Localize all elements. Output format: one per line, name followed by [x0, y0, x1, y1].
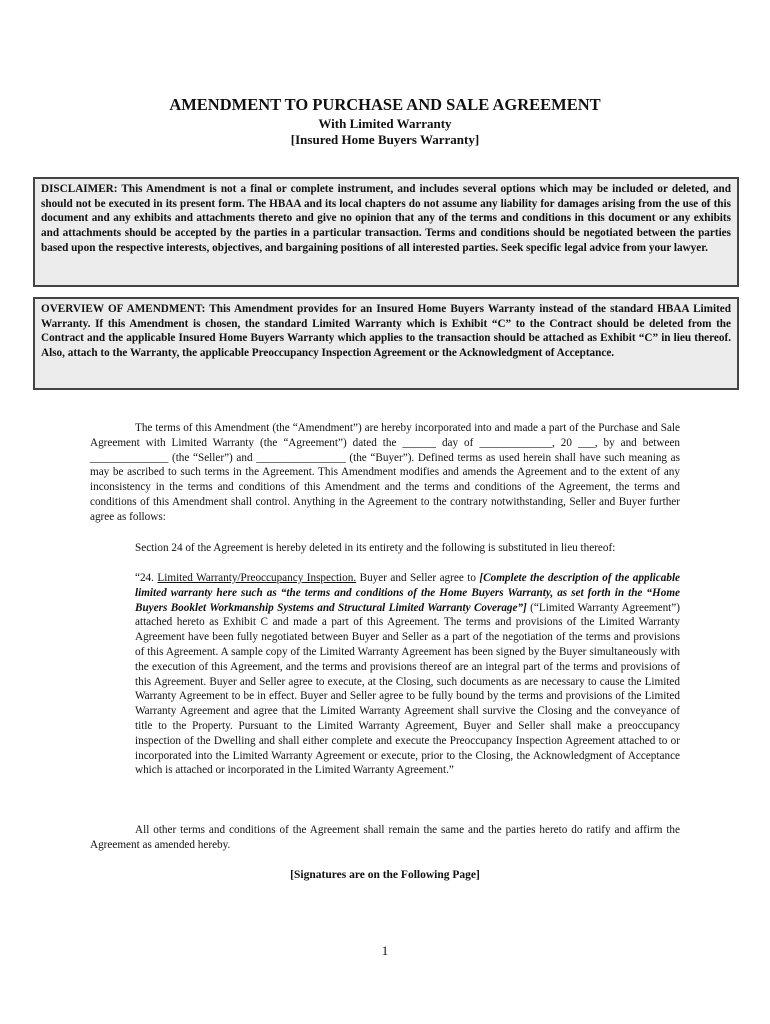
overview-text: OVERVIEW OF AMENDMENT: This Amendment provides for an Insured Home Buyers Warranty instead of the standard HBAA Limited Warranty. If this Amendment is chosen, the standard Limited Warranty which is Exhibit “C” to the Contract should be deleted from the Contract and the applicable Insured Home Buyers Warranty which applies to the transaction should be attached as Exhibit “C” in lieu thereof. Also, attach to the Warranty, the applicable Preoccupancy Inspection Agreement or the Acknowledgment of Acceptance. — [41, 303, 731, 360]
section-24-lead: “24. — [135, 572, 158, 584]
signature-note: [Signatures are on the Following Page] — [290, 869, 480, 881]
document-subtitle — [0, 116, 770, 148]
disclaimer-box — [33, 177, 739, 287]
subtitle-line-2: [Insured Home Buyers Warranty] — [290, 132, 480, 147]
section-24-heading: Limited Warranty/Preoccupancy Inspection. — [157, 572, 357, 584]
section-24-instruction: [Complete the description of the applicable limited warranty here such as “the terms and conditions of the Home Buyers Warranty, as set forth in the “Home Buyers Booklet Workmanship Systems and Structural Limited Warranty Coverage”] — [135, 572, 681, 614]
disclaimer-text: DISCLAIMER: This Amendment is not a final or complete instrument, and includes several options which may be included or deleted, and should not be executed in its present form. The HBAA and its local chapters do not assume any liability for damages arising from the use of this document and any exhibits and attachments thereto and give no opinion that any of the terms and conditions in this document or any exhibits and attachments should be accepted by the parties in a particular transaction. Terms and conditions should be negotiated between the parties based upon the respective interests, objectives, and bargaining positions of all interested parties. Seek specific legal advice from your lawyer. — [41, 183, 731, 254]
subtitle-line-1: With Limited Warranty — [318, 116, 452, 131]
document-title: AMENDMENT TO PURCHASE AND SALE AGREEMENT — [169, 95, 601, 114]
overview-box — [33, 297, 739, 390]
section-24-substitute-paragraph — [135, 571, 680, 778]
section-24-body: (“Limited Warranty Agreement”) attached hereto as Exhibit C and made a part of this Agreement. The terms and provisions of the Limited Warranty Agreement have been fully negotiated between Buyer and Seller as a part of the negotiation of the terms and provisions of this Agreement. A sample copy of the Limited Warranty Agreement has been signed by the Buyer simultaneously with the execution of this Agreement, and the terms and provisions thereof are an integral part of the terms and provisions of this Agreement. Buyer and Seller agree to execute, at the Closing, such documents as are necessary to cause the Limited Warranty Agreement to be in effect. Buyer and Seller agree to be fully bound by the terms and provisions of the Limited Warranty Agreement and agree that the Limited Warranty Agreement shall survive the Closing and the conveyance of title to the Property. Pursuant to the Limited Warranty Agreement, Buyer and Seller shall make a preoccupancy inspection of the Dwelling and shall either complete and execute the Preoccupancy Inspection Agreement attached to or incorporated into the Limited Warranty Agreement or execute, prior to the Closing, the Acknowledgment of Acceptance which is attached or incorporated in the Limited Warranty Agreement.” — [135, 601, 680, 777]
closing-paragraph: All other terms and conditions of the Agreement shall remain the same and the parties hereto do ratify and affirm the Agreement as amended hereby. — [90, 824, 680, 851]
section-24-deletion-paragraph: Section 24 of the Agreement is hereby deleted in its entirety and the following is substituted in lieu thereof: — [135, 542, 616, 554]
page-number: 1 — [381, 943, 389, 958]
section-24-mid: Buyer and Seller agree to — [356, 572, 480, 584]
intro-paragraph: The terms of this Amendment (the “Amendment”) are hereby incorporated into and made a part of the Purchase and Sale Agreement with Limited Warranty (the “Agreement”) dated the ______ day of _____________, 20 ___, by and between ______________ (the “Seller”) and ________________ (the “Buyer”). Defined terms as used herein shall have such meaning as may be ascribed to such terms in the Agreement. This Amendment modifies and amends the Agreement and to the extent of any inconsistency in the terms and conditions of this Amendment and the terms and conditions of the Agreement, the terms and conditions of this Amendment shall control. Anything in the Agreement to the contrary notwithstanding, Seller and Buyer further agree as follows: — [90, 422, 680, 523]
